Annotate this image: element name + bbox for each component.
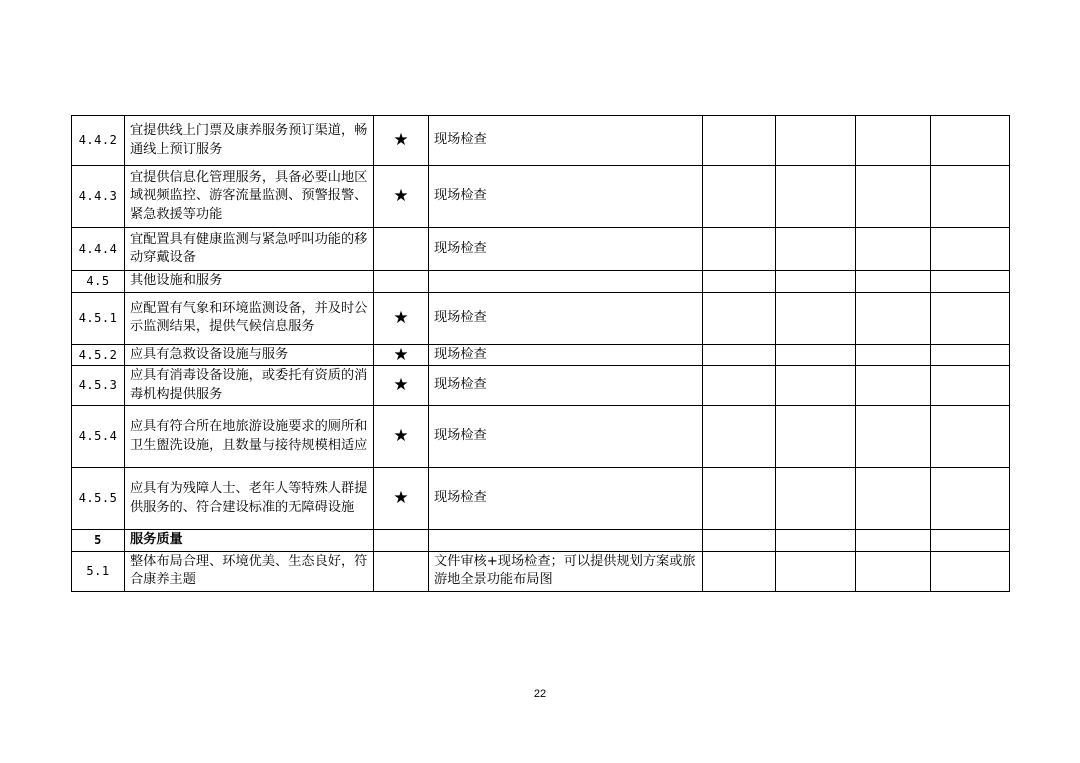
key-item-star: ★ <box>374 406 429 468</box>
empty-score-cell <box>776 228 856 271</box>
table-row <box>72 271 1010 293</box>
empty-score-cell <box>856 551 931 591</box>
empty-score-cell <box>703 292 776 344</box>
item-requirement: 应具有符合所在地旅游设施要求的厕所和卫生盥洗设施，且数量与接待规模相适应 <box>125 406 374 468</box>
empty-score-cell <box>703 116 776 166</box>
table-row <box>72 366 1010 406</box>
check-method: 现场检查 <box>429 366 703 406</box>
table-row <box>72 228 1010 271</box>
item-requirement: 应具有消毒设备设施，或委托有资质的消毒机构提供服务 <box>125 366 374 406</box>
item-requirement: 其他设施和服务 <box>125 271 374 293</box>
item-number: 4.5.5 <box>72 468 125 530</box>
table-row <box>72 166 1010 228</box>
item-requirement: 宜配置具有健康监测与紧急呼叫功能的移动穿戴设备 <box>125 228 374 271</box>
item-requirement: 服务质量 <box>125 530 374 552</box>
item-number: 4.5.1 <box>72 292 125 344</box>
item-number: 4.5.4 <box>72 406 125 468</box>
item-number: 5.1 <box>72 551 125 591</box>
key-item-star: ★ <box>374 344 429 366</box>
item-number: 4.5.3 <box>72 366 125 406</box>
item-requirement: 应配置有气象和环境监测设备，并及时公示监测结果，提供气候信息服务 <box>125 292 374 344</box>
check-method: 现场检查 <box>429 116 703 166</box>
table-row <box>72 116 1010 166</box>
empty-score-cell <box>703 406 776 468</box>
page-number: 22 <box>533 688 547 700</box>
item-number: 4.5 <box>72 271 125 293</box>
empty-score-cell <box>703 366 776 406</box>
item-requirement: 整体布局合理、环境优美、生态良好，符合康养主题 <box>125 551 374 591</box>
empty-score-cell <box>856 166 931 228</box>
empty-score-cell <box>856 271 931 293</box>
empty-score-cell <box>931 344 1010 366</box>
table-row <box>72 530 1010 552</box>
check-method: 现场检查 <box>429 292 703 344</box>
empty-score-cell <box>776 468 856 530</box>
key-item-star <box>374 228 429 271</box>
empty-score-cell <box>856 468 931 530</box>
table-row <box>72 551 1010 591</box>
check-method: 现场检查 <box>429 468 703 530</box>
table-row <box>72 406 1010 468</box>
empty-score-cell <box>931 292 1010 344</box>
empty-score-cell <box>776 551 856 591</box>
empty-score-cell <box>776 530 856 552</box>
check-method: 文件审核+现场检查；可以提供规划方案或旅游地全景功能布局图 <box>429 551 703 591</box>
empty-score-cell <box>776 166 856 228</box>
empty-score-cell <box>776 344 856 366</box>
table-row <box>72 468 1010 530</box>
empty-score-cell <box>776 406 856 468</box>
empty-score-cell <box>856 344 931 366</box>
item-requirement: 应具有为残障人士、老年人等特殊人群提供服务的、符合建设标准的无障碍设施 <box>125 468 374 530</box>
table-row <box>72 292 1010 344</box>
empty-score-cell <box>931 406 1010 468</box>
empty-score-cell <box>931 551 1010 591</box>
empty-score-cell <box>856 530 931 552</box>
empty-score-cell <box>776 271 856 293</box>
item-requirement: 宜提供信息化管理服务，具备必要山地区域视频监控、游客流量监测、预警报警、紧急救援等功能 <box>125 166 374 228</box>
key-item-star <box>374 551 429 591</box>
empty-score-cell <box>703 228 776 271</box>
key-item-star: ★ <box>374 116 429 166</box>
empty-score-cell <box>703 344 776 366</box>
empty-score-cell <box>931 166 1010 228</box>
empty-score-cell <box>856 366 931 406</box>
key-item-star: ★ <box>374 366 429 406</box>
empty-score-cell <box>703 271 776 293</box>
empty-score-cell <box>856 292 931 344</box>
check-method: 现场检查 <box>429 228 703 271</box>
empty-score-cell <box>776 116 856 166</box>
table-body <box>72 116 1010 592</box>
item-number: 4.4.3 <box>72 166 125 228</box>
key-item-star: ★ <box>374 468 429 530</box>
empty-score-cell <box>931 271 1010 293</box>
check-method: 现场检查 <box>429 344 703 366</box>
empty-score-cell <box>931 228 1010 271</box>
key-item-star: ★ <box>374 292 429 344</box>
empty-score-cell <box>703 468 776 530</box>
empty-score-cell <box>931 116 1010 166</box>
empty-score-cell <box>856 116 931 166</box>
empty-score-cell <box>703 530 776 552</box>
key-item-star: ★ <box>374 166 429 228</box>
item-number: 5 <box>72 530 125 552</box>
check-method: 现场检查 <box>429 166 703 228</box>
empty-score-cell <box>776 366 856 406</box>
item-requirement: 应具有急救设备设施与服务 <box>125 344 374 366</box>
empty-score-cell <box>703 166 776 228</box>
item-number: 4.4.2 <box>72 116 125 166</box>
empty-score-cell <box>776 292 856 344</box>
key-item-star <box>374 271 429 293</box>
empty-score-cell <box>931 468 1010 530</box>
item-requirement: 宜提供线上门票及康养服务预订渠道，畅通线上预订服务 <box>125 116 374 166</box>
empty-score-cell <box>931 366 1010 406</box>
check-method: 现场检查 <box>429 406 703 468</box>
standard-table-container <box>71 115 1010 592</box>
table-row <box>72 344 1010 366</box>
check-method <box>429 530 703 552</box>
key-item-star <box>374 530 429 552</box>
item-number: 4.5.2 <box>72 344 125 366</box>
empty-score-cell <box>703 551 776 591</box>
evaluation-table <box>71 115 1010 592</box>
item-number: 4.4.4 <box>72 228 125 271</box>
check-method <box>429 271 703 293</box>
empty-score-cell <box>856 228 931 271</box>
empty-score-cell <box>856 406 931 468</box>
empty-score-cell <box>931 530 1010 552</box>
